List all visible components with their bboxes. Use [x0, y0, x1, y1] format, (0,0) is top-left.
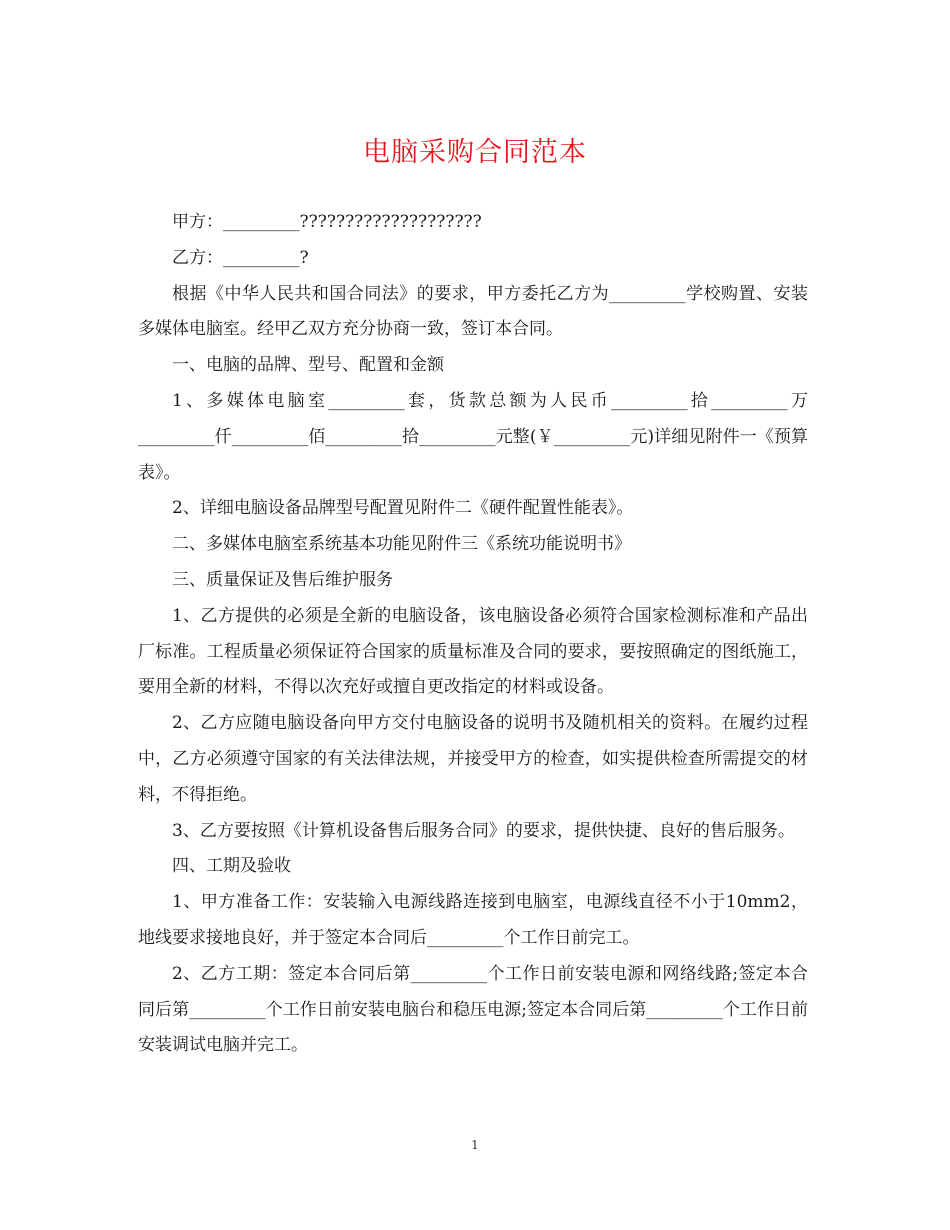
section-4-heading: 四、工期及验收	[172, 856, 291, 877]
party-a-line: 甲方：_________????????????????????	[172, 212, 482, 232]
document-title: 电脑采购合同范本	[363, 137, 587, 168]
section-3-item-3: 3、乙方要按照《计算机设备售后服务合同》的要求，提供快捷、良好的售后服务。	[172, 820, 795, 841]
contract-body	[138, 205, 808, 1064]
page-number: 1	[471, 1138, 479, 1152]
section-3-item-2: 2、乙方应随电脑设备向甲方交付电脑设备的说明书及随机相关的资料。在履约过程中，乙方必须遵守国家的有关法律法规，并接受甲方的检查，如实提供检查所需提交的材料，不得拒绝。	[138, 713, 808, 805]
section-4-item-1: 1、甲方准备工作：安装输入电源线路连接到电脑室，电源线直径不小于10mm2，地线要求接地良好，并于签定本合同后_________个工作日前完工。	[138, 892, 808, 948]
section-3-heading: 三、质量保证及售后维护服务	[172, 569, 393, 590]
preamble-paragraph: 根据《中华人民共和国合同法》的要求，甲方委托乙方为_________学校购置、安装多媒体电脑室。经甲乙双方充分协商一致，签订本合同。	[138, 283, 808, 340]
section-3-item-1: 1、乙方提供的必须是全新的电脑设备，该电脑设备必须符合国家检测标准和产品出厂标准。工程质量必须保证符合国家的质量标准及合同的要求，要按照确定的图纸施工，要用全新的材料，不得以次充好或擅自更改指定的材料或设备。	[138, 605, 808, 698]
party-b-line: 乙方：_________?	[172, 247, 309, 268]
section-2-heading: 二、多媒体电脑室系统基本功能见附件三《系统功能说明书》	[172, 534, 631, 555]
section-4-item-2: 2、乙方工期：签定本合同后第_________个工作日前安装电源和网络线路;签定本合同后第_________个工作日前安装电脑台和稳压电源;签定本合同后第_________个工作日前安装调试电脑并完工。	[138, 963, 808, 1056]
section-1-item-2: 2、详细电脑设备品牌型号配置见附件二《硬件配置性能表》。	[172, 498, 634, 519]
section-1-item-1: 1、多媒体电脑室_________套，货款总额为人民币_________拾_________万_________仟_________佰_________拾_________元整(￥_________元)详细见附件一《预算表》。	[138, 390, 808, 483]
section-1-heading: 一、电脑的品牌、型号、配置和金额	[172, 355, 444, 376]
